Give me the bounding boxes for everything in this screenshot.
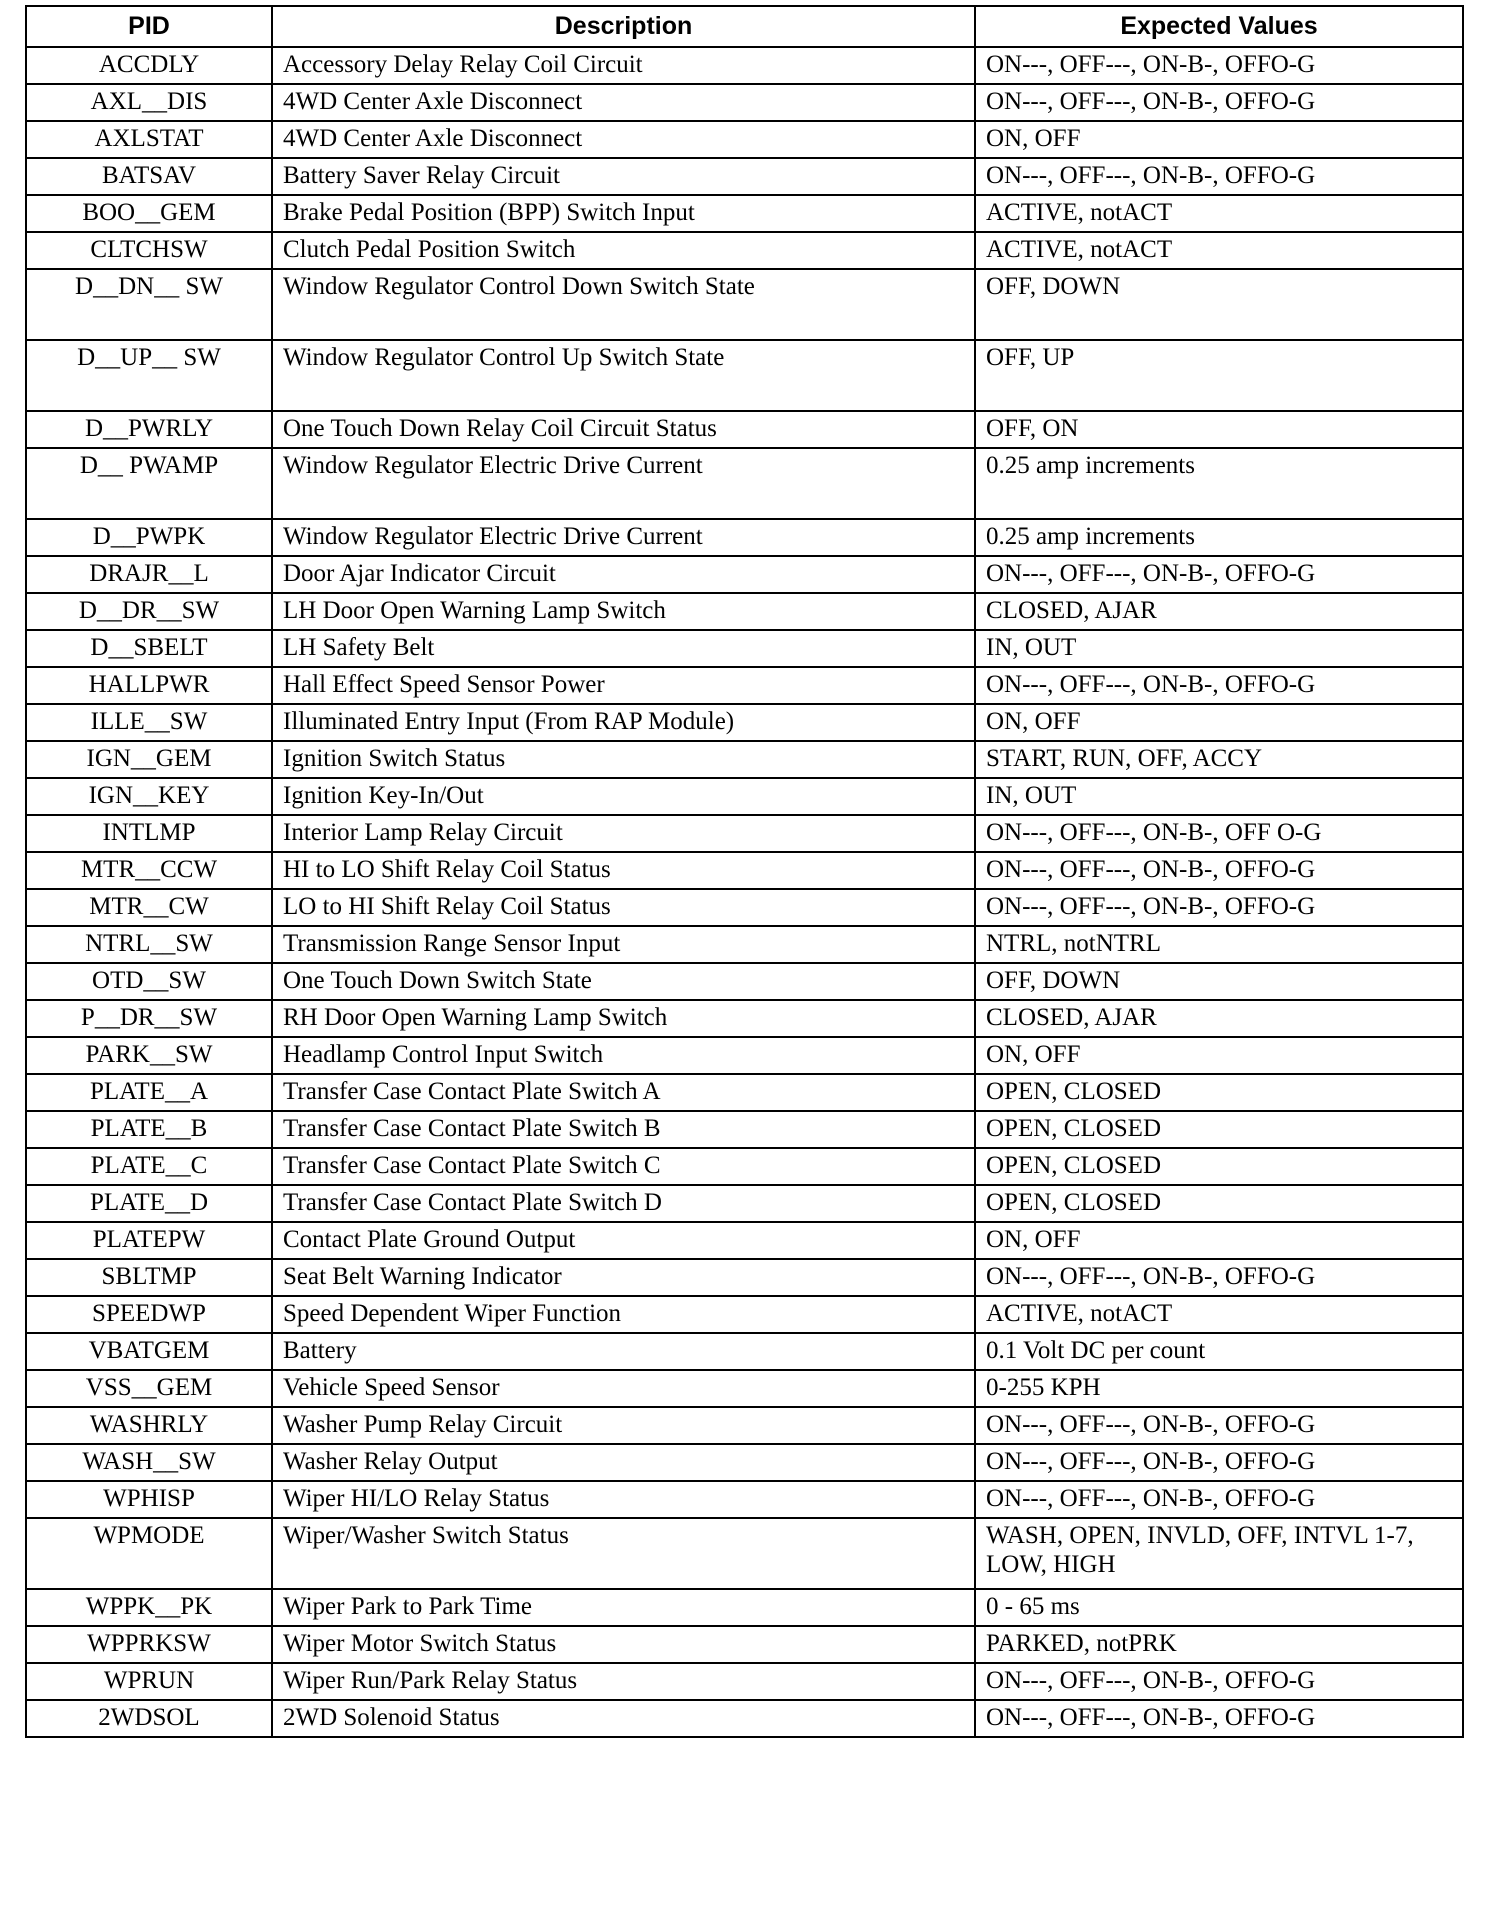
cell-expected-values: ON, OFF: [975, 121, 1463, 158]
cell-description: 2WD Solenoid Status: [272, 1700, 975, 1737]
cell-expected-values: ACTIVE, notACT: [975, 1296, 1463, 1333]
cell-expected-values: 0.1 Volt DC per count: [975, 1333, 1463, 1370]
table-row: [26, 47, 1463, 84]
cell-description: Door Ajar Indicator Circuit: [272, 556, 975, 593]
cell-pid: VBATGEM: [26, 1333, 272, 1370]
cell-expected-values: OFF, UP: [975, 340, 1463, 411]
cell-description: HI to LO Shift Relay Coil Status: [272, 852, 975, 889]
cell-pid: P__DR__SW: [26, 1000, 272, 1037]
table-row: [26, 1185, 1463, 1222]
cell-expected-values: ON, OFF: [975, 1037, 1463, 1074]
table-row: [26, 926, 1463, 963]
cell-pid: INTLMP: [26, 815, 272, 852]
cell-description: Transmission Range Sensor Input: [272, 926, 975, 963]
table-row: [26, 232, 1463, 269]
cell-expected-values: ON---, OFF---, ON-B-, OFFO-G: [975, 47, 1463, 84]
cell-pid: D__UP__ SW: [26, 340, 272, 411]
cell-pid: 2WDSOL: [26, 1700, 272, 1737]
cell-expected-values: ON---, OFF---, ON-B-, OFFO-G: [975, 852, 1463, 889]
cell-expected-values: ON---, OFF---, ON-B-, OFFO-G: [975, 1407, 1463, 1444]
table-row: [26, 704, 1463, 741]
cell-description: Illuminated Entry Input (From RAP Module): [272, 704, 975, 741]
cell-expected-values: 0 - 65 ms: [975, 1589, 1463, 1626]
cell-description: Headlamp Control Input Switch: [272, 1037, 975, 1074]
cell-description: Wiper Run/Park Relay Status: [272, 1663, 975, 1700]
header-pid: PID: [26, 6, 272, 47]
cell-expected-values: OPEN, CLOSED: [975, 1111, 1463, 1148]
cell-pid: BATSAV: [26, 158, 272, 195]
cell-description: Clutch Pedal Position Switch: [272, 232, 975, 269]
cell-expected-values: ON---, OFF---, ON-B-, OFFO-G: [975, 1444, 1463, 1481]
table-row: [26, 1148, 1463, 1185]
cell-description: Brake Pedal Position (BPP) Switch Input: [272, 195, 975, 232]
cell-pid: BOO__GEM: [26, 195, 272, 232]
table-row: [26, 1518, 1463, 1589]
cell-expected-values: IN, OUT: [975, 630, 1463, 667]
cell-expected-values: ON---, OFF---, ON-B-, OFFO-G: [975, 556, 1463, 593]
cell-description: Battery: [272, 1333, 975, 1370]
cell-expected-values: ON---, OFF---, ON-B-, OFFO-G: [975, 667, 1463, 704]
table-row: [26, 121, 1463, 158]
pid-table: [25, 5, 1464, 1738]
cell-pid: SBLTMP: [26, 1259, 272, 1296]
cell-description: Interior Lamp Relay Circuit: [272, 815, 975, 852]
cell-pid: DRAJR__L: [26, 556, 272, 593]
cell-expected-values: OPEN, CLOSED: [975, 1185, 1463, 1222]
cell-description: RH Door Open Warning Lamp Switch: [272, 1000, 975, 1037]
cell-description: Seat Belt Warning Indicator: [272, 1259, 975, 1296]
cell-pid: D__DR__SW: [26, 593, 272, 630]
cell-expected-values: 0-255 KPH: [975, 1370, 1463, 1407]
table-row: [26, 1481, 1463, 1518]
cell-expected-values: 0.25 amp increments: [975, 448, 1463, 519]
cell-pid: D__SBELT: [26, 630, 272, 667]
cell-description: Contact Plate Ground Output: [272, 1222, 975, 1259]
cell-pid: D__DN__ SW: [26, 269, 272, 340]
cell-expected-values: CLOSED, AJAR: [975, 1000, 1463, 1037]
cell-description: Transfer Case Contact Plate Switch C: [272, 1148, 975, 1185]
cell-pid: CLTCHSW: [26, 232, 272, 269]
table-row: [26, 1037, 1463, 1074]
cell-expected-values: OPEN, CLOSED: [975, 1148, 1463, 1185]
table-row: [26, 1700, 1463, 1737]
cell-pid: WASHRLY: [26, 1407, 272, 1444]
table-row: [26, 1000, 1463, 1037]
table-row: [26, 1111, 1463, 1148]
table-row: [26, 519, 1463, 556]
cell-pid: PARK__SW: [26, 1037, 272, 1074]
table-row: [26, 158, 1463, 195]
table-row: [26, 963, 1463, 1000]
cell-expected-values: CLOSED, AJAR: [975, 593, 1463, 630]
table-row: [26, 1444, 1463, 1481]
cell-expected-values: ON---, OFF---, ON-B-, OFFO-G: [975, 1700, 1463, 1737]
cell-description: 4WD Center Axle Disconnect: [272, 121, 975, 158]
cell-pid: OTD__SW: [26, 963, 272, 1000]
cell-expected-values: 0.25 amp increments: [975, 519, 1463, 556]
cell-pid: D__PWRLY: [26, 411, 272, 448]
table-body: [26, 47, 1463, 1737]
cell-description: Transfer Case Contact Plate Switch B: [272, 1111, 975, 1148]
table-row: [26, 195, 1463, 232]
table-row: [26, 269, 1463, 340]
cell-expected-values: ON---, OFF---, ON-B-, OFF O-G: [975, 815, 1463, 852]
cell-pid: WPRUN: [26, 1663, 272, 1700]
cell-description: Wiper/Washer Switch Status: [272, 1518, 975, 1589]
cell-pid: MTR__CW: [26, 889, 272, 926]
cell-description: Transfer Case Contact Plate Switch D: [272, 1185, 975, 1222]
table-row: [26, 1296, 1463, 1333]
cell-pid: PLATE__A: [26, 1074, 272, 1111]
cell-description: 4WD Center Axle Disconnect: [272, 84, 975, 121]
cell-description: Washer Pump Relay Circuit: [272, 1407, 975, 1444]
table-row: [26, 1074, 1463, 1111]
table-row: [26, 411, 1463, 448]
cell-expected-values: ON, OFF: [975, 1222, 1463, 1259]
cell-pid: NTRL__SW: [26, 926, 272, 963]
cell-pid: SPEEDWP: [26, 1296, 272, 1333]
cell-expected-values: ON, OFF: [975, 704, 1463, 741]
header-expected-values: Expected Values: [975, 6, 1463, 47]
cell-expected-values: START, RUN, OFF, ACCY: [975, 741, 1463, 778]
cell-expected-values: ON---, OFF---, ON-B-, OFFO-G: [975, 158, 1463, 195]
cell-pid: HALLPWR: [26, 667, 272, 704]
header-description: Description: [272, 6, 975, 47]
cell-description: Hall Effect Speed Sensor Power: [272, 667, 975, 704]
cell-description: Ignition Key-In/Out: [272, 778, 975, 815]
table-row: [26, 556, 1463, 593]
cell-pid: ACCDLY: [26, 47, 272, 84]
cell-expected-values: OFF, DOWN: [975, 269, 1463, 340]
table-row: [26, 340, 1463, 411]
cell-expected-values: ON---, OFF---, ON-B-, OFFO-G: [975, 84, 1463, 121]
cell-description: Speed Dependent Wiper Function: [272, 1296, 975, 1333]
cell-pid: PLATE__B: [26, 1111, 272, 1148]
cell-expected-values: OFF, ON: [975, 411, 1463, 448]
cell-description: Battery Saver Relay Circuit: [272, 158, 975, 195]
cell-pid: PLATE__C: [26, 1148, 272, 1185]
cell-description: Wiper Motor Switch Status: [272, 1626, 975, 1663]
table-row: [26, 630, 1463, 667]
cell-pid: WPPRKSW: [26, 1626, 272, 1663]
cell-description: Wiper Park to Park Time: [272, 1589, 975, 1626]
cell-description: Accessory Delay Relay Coil Circuit: [272, 47, 975, 84]
cell-description: LO to HI Shift Relay Coil Status: [272, 889, 975, 926]
cell-pid: WPPK__PK: [26, 1589, 272, 1626]
cell-description: LH Safety Belt: [272, 630, 975, 667]
table-row: [26, 593, 1463, 630]
cell-description: Wiper HI/LO Relay Status: [272, 1481, 975, 1518]
cell-pid: D__PWPK: [26, 519, 272, 556]
cell-pid: WPHISP: [26, 1481, 272, 1518]
table-row: [26, 1370, 1463, 1407]
cell-description: Ignition Switch Status: [272, 741, 975, 778]
cell-pid: AXL__DIS: [26, 84, 272, 121]
table-row: [26, 1626, 1463, 1663]
cell-pid: WASH__SW: [26, 1444, 272, 1481]
table-row: [26, 889, 1463, 926]
cell-expected-values: WASH, OPEN, INVLD, OFF, INTVL 1-7, LOW, HIGH: [975, 1518, 1463, 1589]
table-row: [26, 778, 1463, 815]
table-row: [26, 1407, 1463, 1444]
cell-pid: ILLE__SW: [26, 704, 272, 741]
table-row: [26, 741, 1463, 778]
table-row: [26, 84, 1463, 121]
header-row: [26, 6, 1463, 47]
cell-expected-values: ACTIVE, notACT: [975, 195, 1463, 232]
cell-description: One Touch Down Switch State: [272, 963, 975, 1000]
cell-expected-values: ON---, OFF---, ON-B-, OFFO-G: [975, 1663, 1463, 1700]
cell-pid: VSS__GEM: [26, 1370, 272, 1407]
cell-expected-values: OPEN, CLOSED: [975, 1074, 1463, 1111]
cell-expected-values: PARKED, notPRK: [975, 1626, 1463, 1663]
table-row: [26, 667, 1463, 704]
cell-description: Window Regulator Electric Drive Current: [272, 448, 975, 519]
cell-expected-values: IN, OUT: [975, 778, 1463, 815]
cell-expected-values: ACTIVE, notACT: [975, 232, 1463, 269]
table-header: [26, 6, 1463, 47]
table-row: [26, 1589, 1463, 1626]
cell-pid: IGN__KEY: [26, 778, 272, 815]
cell-description: LH Door Open Warning Lamp Switch: [272, 593, 975, 630]
table-row: [26, 1222, 1463, 1259]
table-row: [26, 1259, 1463, 1296]
cell-description: Vehicle Speed Sensor: [272, 1370, 975, 1407]
table-row: [26, 1333, 1463, 1370]
cell-pid: PLATE__D: [26, 1185, 272, 1222]
cell-expected-values: ON---, OFF---, ON-B-, OFFO-G: [975, 1481, 1463, 1518]
table-row: [26, 1663, 1463, 1700]
cell-expected-values: NTRL, notNTRL: [975, 926, 1463, 963]
table-row: [26, 448, 1463, 519]
cell-pid: D__ PWAMP: [26, 448, 272, 519]
cell-pid: PLATEPW: [26, 1222, 272, 1259]
cell-description: Window Regulator Control Down Switch State: [272, 269, 975, 340]
cell-pid: IGN__GEM: [26, 741, 272, 778]
cell-description: Window Regulator Control Up Switch State: [272, 340, 975, 411]
cell-expected-values: ON---, OFF---, ON-B-, OFFO-G: [975, 889, 1463, 926]
cell-pid: AXLSTAT: [26, 121, 272, 158]
cell-expected-values: OFF, DOWN: [975, 963, 1463, 1000]
cell-pid: MTR__CCW: [26, 852, 272, 889]
cell-description: Washer Relay Output: [272, 1444, 975, 1481]
cell-pid: WPMODE: [26, 1518, 272, 1589]
cell-description: One Touch Down Relay Coil Circuit Status: [272, 411, 975, 448]
cell-description: Transfer Case Contact Plate Switch A: [272, 1074, 975, 1111]
table-row: [26, 815, 1463, 852]
cell-description: Window Regulator Electric Drive Current: [272, 519, 975, 556]
cell-expected-values: ON---, OFF---, ON-B-, OFFO-G: [975, 1259, 1463, 1296]
table-row: [26, 852, 1463, 889]
